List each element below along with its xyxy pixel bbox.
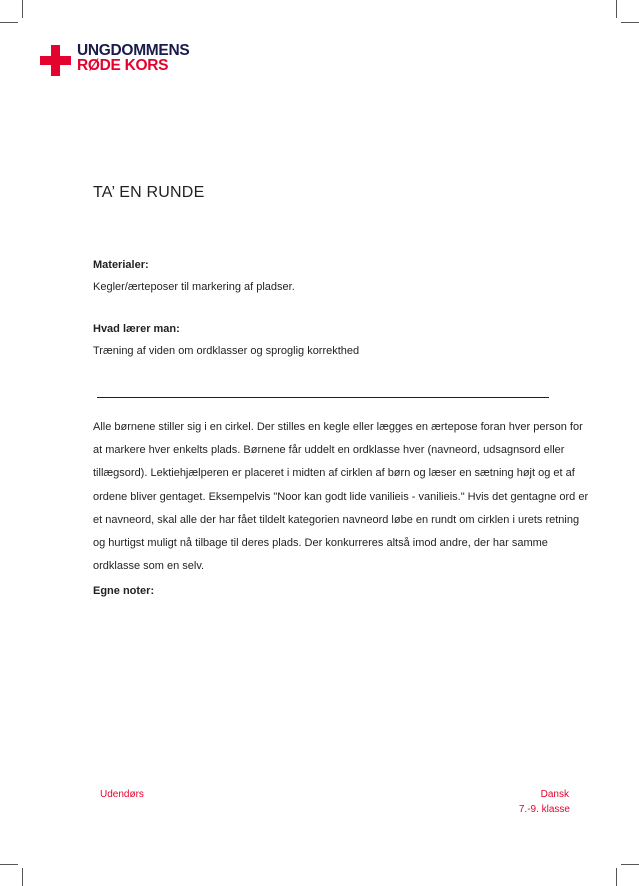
- materials-text: Kegler/ærteposer til markering af pladser.: [93, 281, 295, 293]
- red-cross-icon: [40, 45, 71, 76]
- crop-mark: [0, 864, 18, 865]
- description-paragraph: Alle børnene stiller sig i en cirkel. Der stilles en kegle eller lægges en ærtepose foran hver person for at markere hver enkelts plads. Børnene får uddelt en ordklasse hver (navneord, udsagnsord eller tillægsord). Lektiehjælperen er placeret i midten af cirklen af børn og læser en sætning højt og et af ordene bliver gentaget. Eksempelvis "Noor kan godt lide vanilieis - vanilieis." Hvis det gentagne ord er et navneord, skal alle der har fået tildelt kategorien navneord løbe en rundt om cirklen i urets retning og hurtigst muligt nå tilbage til deres plads. Der konkurreres altså imod andre, der har samme ordklasse som en selv.: [93, 421, 589, 573]
- divider: [97, 397, 549, 398]
- crop-mark: [22, 868, 23, 886]
- crop-mark: [621, 864, 639, 865]
- footer-category: Udendørs: [100, 789, 144, 800]
- learn-text: Træning af viden om ordklasser og sproglig korrekthed: [93, 345, 360, 357]
- logo: [40, 43, 189, 76]
- crop-mark: [616, 0, 617, 18]
- learn-label: Hvad lærer man:: [93, 323, 180, 335]
- logo-text: [77, 43, 189, 73]
- footer-grade: 7.-9. klasse: [518, 804, 570, 815]
- crop-mark: [0, 22, 18, 23]
- crop-mark: [616, 868, 617, 886]
- crop-mark: [22, 0, 23, 18]
- crop-mark: [621, 22, 639, 23]
- footer-subject: Dansk: [540, 789, 569, 800]
- logo-line-2: RØDE KORS: [77, 57, 169, 74]
- notes-label: Egne noter:: [93, 585, 155, 597]
- page-title: TA’ EN RUNDE: [93, 184, 205, 201]
- logo-line-1: UNGDOMMENS: [77, 42, 190, 59]
- materials-label: Materialer:: [93, 259, 149, 271]
